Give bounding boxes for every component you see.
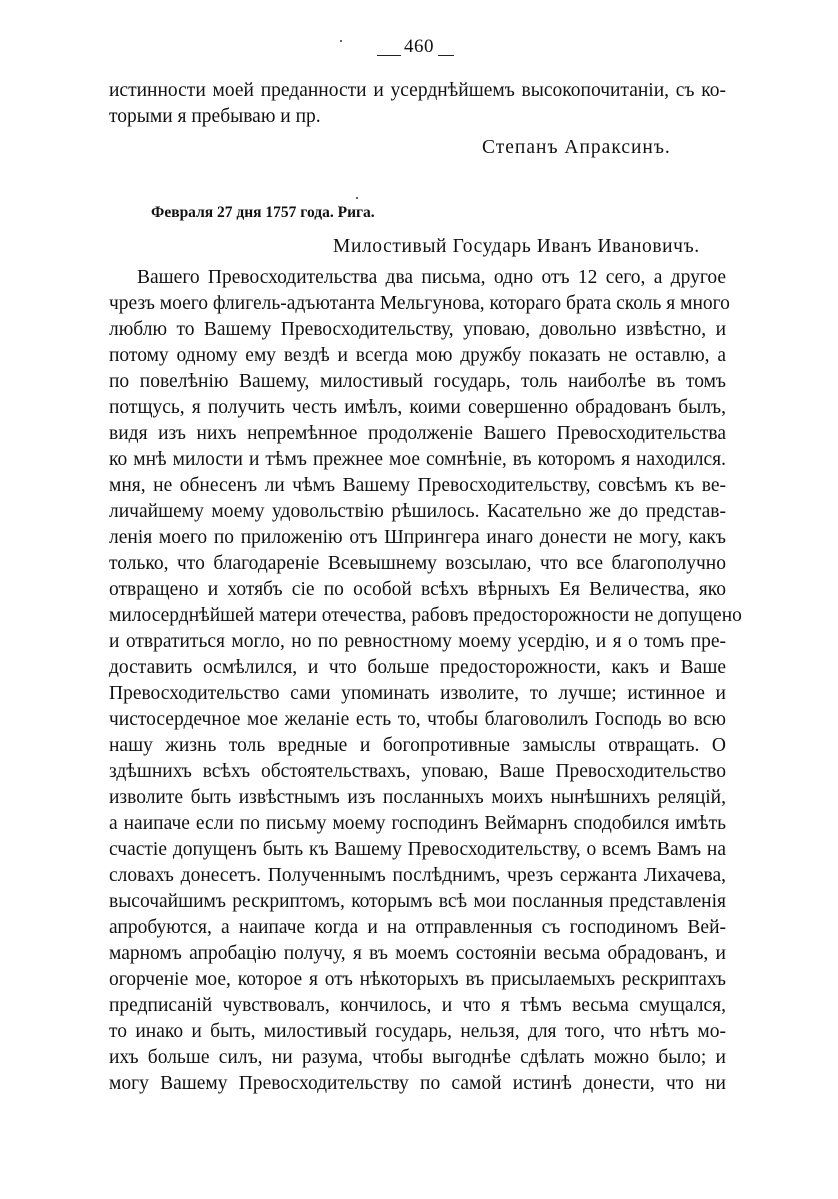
text-line: люблю то Вашему Превосходительству, уповаю, довольно извѣстно, и — [109, 319, 726, 340]
print-speck — [340, 40, 342, 42]
salutation: Милостивый Государь Иванъ Ивановичъ. — [333, 236, 700, 257]
text-line: и отвратиться могло, но по ревностному моему усердiю, и я о томъ пре- — [109, 631, 726, 652]
text-line: истинности моей преданности и усерднѣйшемъ высокопочитанiи, съ ко- — [109, 80, 726, 101]
text-line: ихъ больше силъ, ни разума, чтобы выгоднѣе сдѣлать можно было; и — [109, 1047, 726, 1068]
text-line: апробуются, а наипаче когда и на отправленныя съ господиномъ Вей- — [109, 917, 726, 938]
text-line: отвращено и хотябъ сiе по особой всѣхъ вѣрныхъ Ея Величества, яко — [109, 579, 726, 600]
signature: Степанъ Апраксинъ. — [482, 137, 671, 158]
text-line: милосерднѣйшей матери отечества, рабовъ предосторожности не допущено — [109, 605, 742, 626]
text-line: высочайшимъ рескриптомъ, которымъ всѣ мои посланныя представленiя — [109, 891, 726, 912]
text-line: изволите быть извѣстнымъ изъ посланныхъ моихъ нынѣшнихъ реляцiй, — [109, 787, 726, 808]
text-line: чистосердечное мое желанiе есть то, чтобы благоволилъ Господь во всю — [109, 709, 726, 730]
text-line: предписанiй чувствовалъ, кончилось, и что я тѣмъ весьма смущался, — [109, 995, 726, 1016]
text-line: торыми я пребываю и пр. — [109, 106, 321, 127]
text-line: потому одному ему вездѣ и всегда мою дружбу показать не оставлю, а — [109, 345, 726, 366]
text-line: могу Вашему Превосходительству по самой истинѣ донести, что ни — [109, 1073, 726, 1094]
text-line: по повелѣнiю Вашему, милостивый государь, толь наиболѣе въ томъ — [109, 371, 726, 392]
text-line: видя изъ нихъ непремѣнное продолженiе Вашего Превосходительства — [109, 423, 726, 444]
text-line: ко мнѣ милости и тѣмъ прежнее мое сомнѣнiе, въ которомъ я находился. — [109, 449, 726, 470]
print-speck — [356, 197, 358, 199]
letter-body — [109, 265, 742, 1097]
text-line: то инако и быть, милостивый государь, нельзя, для того, что нѣтъ мо- — [109, 1021, 726, 1042]
page-number: 460 — [404, 36, 434, 57]
text-line: здѣшнихъ всѣхъ обстоятельствахъ, уповаю, Ваше Превосходительство — [109, 761, 726, 782]
text-line: словахъ донесетъ. Полученнымъ послѣднимъ, чрезъ сержанта Лихачева, — [109, 865, 726, 886]
text-line: огорченiе мое, которое я отъ нѣкоторыхъ въ присылаемыхъ рескриптахъ — [109, 969, 726, 990]
text-line: чрезъ моего флигель-адъютанта Мельгунова, котораго брата сколь я много — [109, 293, 730, 314]
date-line: Февраля 27 дня 1757 года. Рига. — [151, 204, 375, 221]
text-line: а наипаче если по письму моему господинъ Веймарнъ сподобился имѣть — [109, 813, 726, 834]
text-line: Вашего Превосходительства два письма, одно отъ 12 сего, а другое — [137, 267, 726, 288]
text-line: мня, не обнесенъ ли чѣмъ Вашему Превосходительству, совсѣмъ къ ве- — [109, 475, 726, 496]
continuation-paragraph — [109, 78, 726, 130]
text-line: потщусь, я получить честь имѣлъ, коими совершенно обрадованъ былъ, — [109, 397, 726, 418]
text-line: нашу жизнь толь вредные и богопротивные замыслы отвращать. О — [109, 735, 726, 756]
text-line: Превосходительство сами упоминать изволите, то лучше; истинное и — [109, 683, 726, 704]
text-line: счастiе допущенъ быть къ Вашему Превосходительству, о всемъ Вамъ на — [109, 839, 726, 860]
text-line: доставить осмѣлился, и что больше предосторожности, какъ и Ваше — [109, 657, 726, 678]
page-number-rule-right — [438, 55, 454, 56]
text-line: ленiя моего по приложенiю отъ Шпрингера инаго донести не могу, какъ — [109, 527, 726, 548]
text-line: личайшему моему удовольствiю рѣшилось. Касательно же до представ- — [109, 501, 726, 522]
text-line: только, что благодаренiе Всевышнему возсылаю, что все благополучно — [109, 553, 726, 574]
text-line: марномъ апробацiю получу, я въ моемъ состоянiи весьма обрадованъ, и — [109, 943, 726, 964]
